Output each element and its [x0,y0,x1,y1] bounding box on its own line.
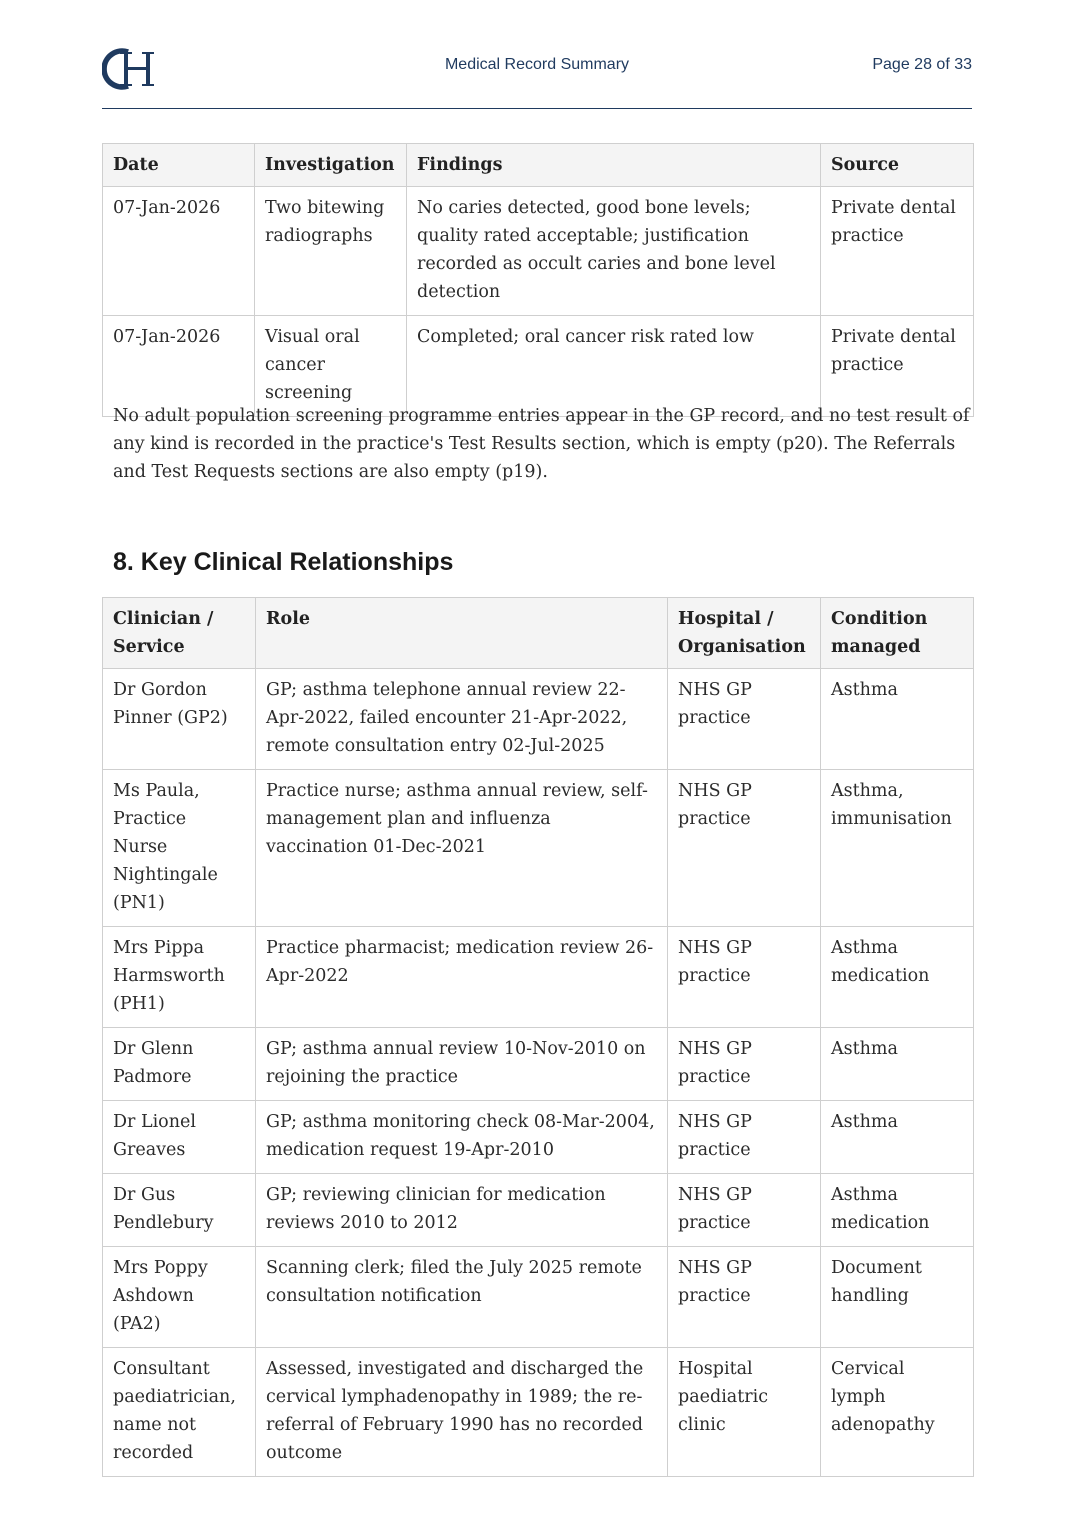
table-row [103,1247,974,1348]
table-cell: NHS GP practice [668,1101,821,1174]
section-heading: 8. Key Clinical Relationships [113,548,454,576]
column-header: Findings [407,144,821,187]
table-cell: Two bitewing radiographs [255,187,407,316]
table-cell: NHS GP practice [668,770,821,927]
table-cell: Asthma [821,1028,974,1101]
table-row [103,1028,974,1101]
table-cell: Mrs Poppy Ashdown (PA2) [103,1247,256,1348]
table-cell: Private dental practice [821,187,974,316]
table-cell: Document handling [821,1247,974,1348]
table-cell: Hospital paediatric clinic [668,1348,821,1477]
table-header-row [103,144,974,187]
table-cell: GP; asthma monitoring check 08-Mar-2004, medication request 19-Apr-2010 [256,1101,668,1174]
table-cell: 07-Jan-2026 [103,187,255,316]
table-cell: No caries detected, good bone levels; quality rated acceptable; justification recorded as occult caries and bone level detection [407,187,821,316]
table-cell: Asthma [821,669,974,770]
table-cell: NHS GP practice [668,927,821,1028]
table-cell: Practice pharmacist; medication review 26-Apr-2022 [256,927,668,1028]
table-row [103,1348,974,1477]
table-cell: Assessed, investigated and discharged the cervical lymphadenopathy in 1989; the re-referral of February 1990 has no recorded outcome [256,1348,668,1477]
table-cell: Visual oral cancer screening [255,316,407,417]
table-cell: GP; asthma telephone annual review 22-Apr-2022, failed encounter 21-Apr-2022, remote consultation entry 02-Jul-2025 [256,669,668,770]
table-row [103,1174,974,1247]
column-header: Condition managed [821,598,974,669]
table-cell: Asthma, immunisation [821,770,974,927]
table-row [103,927,974,1028]
table-cell: Dr Glenn Padmore [103,1028,256,1101]
table-cell: Ms Paula, Practice Nurse Nightingale (PN1) [103,770,256,927]
table-cell: Private dental practice [821,316,974,417]
table-header-row [103,598,974,669]
table-cell: NHS GP practice [668,1247,821,1348]
table-cell: 07-Jan-2026 [103,316,255,417]
table-row [103,669,974,770]
table-cell: Asthma medication [821,1174,974,1247]
table-row [103,770,974,927]
column-header: Hospital / Organisation [668,598,821,669]
column-header: Clinician / Service [103,598,256,669]
page-header [102,40,972,109]
table-cell: GP; reviewing clinician for medication reviews 2010 to 2012 [256,1174,668,1247]
body-paragraph: No adult population screening programme entries appear in the GP record, and no test result of any kind is recorded in the practice's Test Results section, which is empty (p20). The Referrals and Test Requests sections are also empty (p19). [113,406,970,482]
table-cell: Mrs Pippa Harmsworth (PH1) [103,927,256,1028]
clinical-relationships-table [102,597,974,1477]
column-header: Investigation [255,144,407,187]
table-cell: Scanning clerk; filed the July 2025 remote consultation notification [256,1247,668,1348]
table-cell: Consultant paediatrician, name not recorded [103,1348,256,1477]
table-row [103,1101,974,1174]
column-header: Source [821,144,974,187]
column-header: Date [103,144,255,187]
table-cell: Dr Gordon Pinner (GP2) [103,669,256,770]
table-cell: NHS GP practice [668,1028,821,1101]
table-cell: NHS GP practice [668,669,821,770]
table-cell: Dr Gus Pendlebury [103,1174,256,1247]
table-cell: Practice nurse; asthma annual review, self-management plan and influenza vaccination 01-Dec-2021 [256,770,668,927]
table-cell: Dr Lionel Greaves [103,1101,256,1174]
column-header: Role [256,598,668,669]
table-cell: Completed; oral cancer risk rated low [407,316,821,417]
table-cell: Cervical lymph adenopathy [821,1348,974,1477]
table-cell: Asthma [821,1101,974,1174]
investigations-table [102,143,974,417]
table-cell: GP; asthma annual review 10-Nov-2010 on rejoining the practice [256,1028,668,1101]
table-row [103,187,974,316]
table-cell: NHS GP practice [668,1174,821,1247]
document-title: Medical Record Summary [444,56,630,73]
table-cell: Asthma medication [821,927,974,1028]
page-number: Page 28 of 33 [872,56,972,73]
